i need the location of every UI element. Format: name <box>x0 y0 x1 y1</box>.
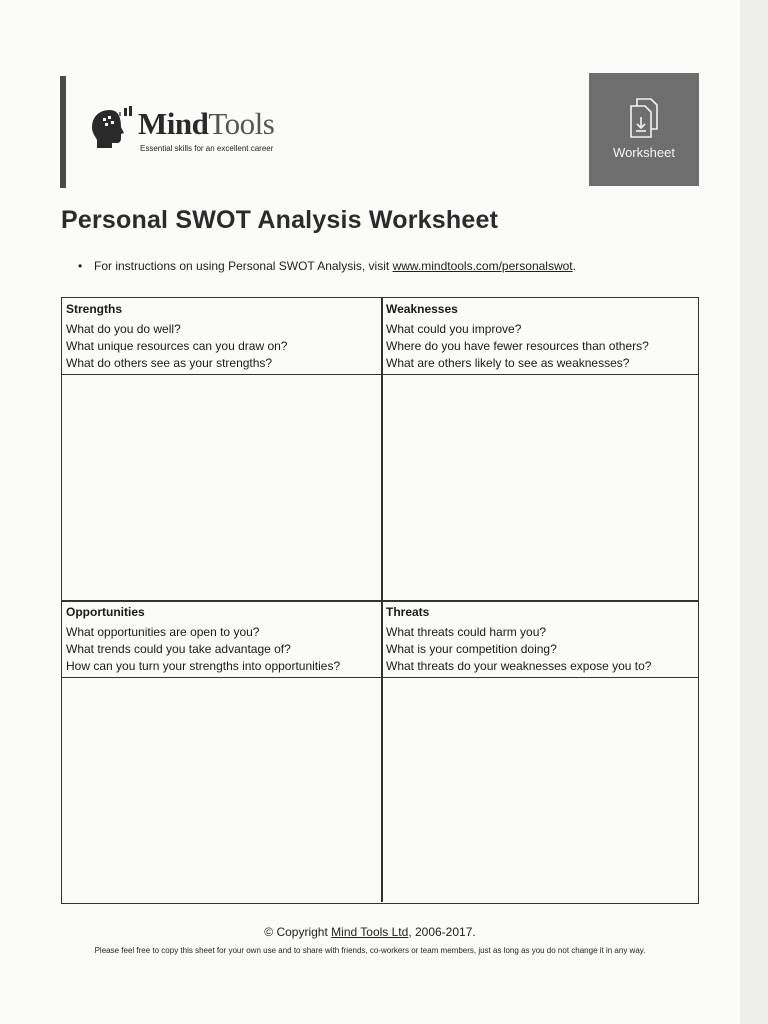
bullet: • <box>78 259 83 273</box>
instructions-link[interactable]: www.mindtools.com/personalswot <box>392 259 573 273</box>
quadrant-header <box>62 601 381 678</box>
quadrant-weaknesses <box>382 298 698 600</box>
quadrant-question: What trends could you take advantage of? <box>66 642 291 656</box>
quadrant-answer-area[interactable] <box>62 376 381 600</box>
quadrant-question: How can you turn your strengths into opportunities? <box>66 659 341 673</box>
worksheet-badge <box>589 73 699 186</box>
copyright-line: © Copyright Mind Tools Ltd, 2006-2017. <box>264 925 476 939</box>
quadrant-question: What threats do your weaknesses expose you to? <box>386 659 652 673</box>
logo-tagline: Essential skills for an excellent career <box>140 144 274 153</box>
quadrant-question: What are others likely to see as weaknesses? <box>386 356 630 370</box>
quadrant-header <box>62 298 381 375</box>
quadrant-answer-area[interactable] <box>62 679 381 902</box>
quadrant-question: What could you improve? <box>386 322 522 336</box>
swot-grid <box>61 297 699 904</box>
instructions-line: • For instructions on using Personal SWOT Analysis, visit www.mindtools.com/personalswot. <box>78 259 576 273</box>
instructions-text: For instructions on using Personal SWOT Analysis, visit <box>94 259 393 273</box>
quadrant-title: Weaknesses <box>386 302 458 316</box>
quadrant-threats <box>382 601 698 902</box>
quadrant-strengths <box>62 298 381 600</box>
logo-wordmark: MindTools <box>138 106 275 141</box>
quadrant-question: What unique resources can you draw on? <box>66 339 288 353</box>
usage-note: Please feel free to copy this sheet for your own use and to share with friends, co-workers or team members, just as long as you do not change it in any way. <box>94 946 646 955</box>
mindtools-logo <box>88 100 328 160</box>
quadrant-header <box>382 298 698 375</box>
quadrant-answer-area[interactable] <box>382 679 698 902</box>
quadrant-title: Opportunities <box>66 605 145 619</box>
copyright-link[interactable]: Mind Tools Ltd <box>331 925 409 939</box>
download-document-icon <box>627 97 661 139</box>
quadrant-question: What do you do well? <box>66 322 181 336</box>
quadrant-header <box>382 601 698 678</box>
logo-accent-bar <box>60 76 66 188</box>
quadrant-question: What threats could harm you? <box>386 625 547 639</box>
quadrant-answer-area[interactable] <box>382 376 698 600</box>
quadrant-question: What do others see as your strengths? <box>66 356 273 370</box>
quadrant-question: Where do you have fewer resources than others? <box>386 339 649 353</box>
page-edge <box>740 0 768 1024</box>
quadrant-question: What opportunities are open to you? <box>66 625 260 639</box>
quadrant-opportunities <box>62 601 381 902</box>
head-silhouette-icon <box>88 104 132 150</box>
quadrant-title: Strengths <box>66 302 123 316</box>
badge-label: Worksheet <box>613 145 675 160</box>
quadrant-title: Threats <box>386 605 430 619</box>
page-title: Personal SWOT Analysis Worksheet <box>61 206 499 234</box>
quadrant-question: What is your competition doing? <box>386 642 557 656</box>
